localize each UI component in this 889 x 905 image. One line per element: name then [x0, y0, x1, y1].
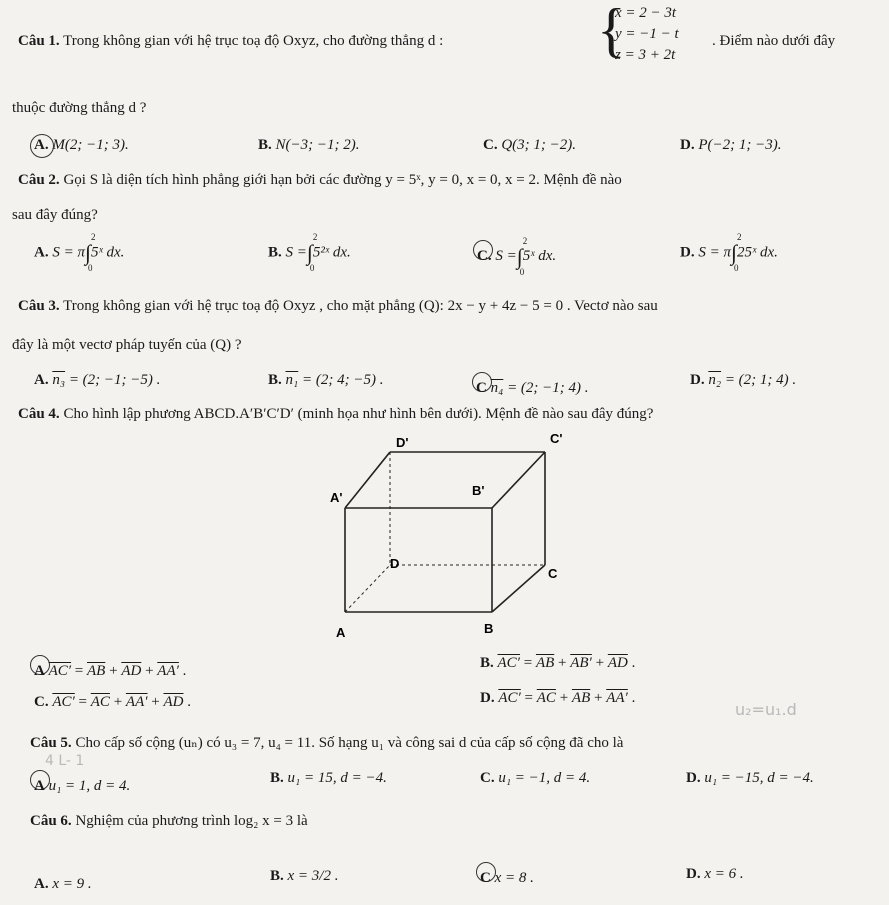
integral-sign: ∫ 2 0: [84, 232, 96, 273]
label-C: C: [548, 566, 558, 581]
q5-option-d-key: D.: [686, 770, 701, 786]
q3-option-a-vec: n₃: [52, 372, 66, 388]
int-upper: 2: [90, 232, 96, 242]
q5-option-b-text: u₁ = 15, d = −4.: [287, 770, 387, 786]
q4-option-d[interactable]: [480, 690, 635, 707]
q6-option-a[interactable]: [34, 876, 92, 893]
q2-label: Câu 2.: [18, 172, 60, 188]
q4-stem: [18, 406, 653, 423]
q2-option-c[interactable]: [477, 235, 557, 277]
handwriting-q5: 4 L- 1: [45, 753, 85, 769]
q1-option-c-text: Q(3; 1; −2).: [501, 137, 577, 153]
q1-option-b-key: B.: [258, 137, 272, 153]
q5-option-c[interactable]: [480, 770, 590, 787]
integral-sign: ∫ 2 0: [730, 232, 742, 273]
q6-option-d-text: x = 6 .: [704, 866, 744, 882]
q5-option-d-text: u₁ = −15, d = −4.: [704, 770, 814, 786]
q1-brace: {: [597, 0, 626, 63]
q1-label: Câu 1.: [18, 33, 60, 49]
label-Dp: D': [396, 435, 409, 450]
int-upper: 2: [736, 232, 742, 242]
answer-circle-q1: [30, 134, 54, 158]
q2-option-a-key: A.: [34, 244, 49, 261]
vec-term: AA′: [606, 690, 628, 706]
op: .: [178, 663, 187, 679]
q3-option-b-key: B.: [268, 372, 282, 388]
op: =: [520, 690, 537, 706]
q3-option-b-vec: n₁: [285, 372, 299, 388]
op: .: [627, 690, 636, 706]
q2-option-c-pre: S =: [495, 248, 517, 264]
q5-option-c-text: u₁ = −1, d = 4.: [498, 770, 591, 786]
op: +: [591, 655, 608, 671]
q3-option-d-key: D.: [690, 372, 705, 388]
q2-option-c-post: 5ˣ dx.: [522, 248, 557, 264]
q6-option-a-text: x = 9 .: [52, 876, 92, 892]
vec-term: AA′: [157, 663, 179, 679]
handwriting-q4: u₂=u₁.d: [735, 700, 797, 719]
q4-text: Cho hình lập phương ABCD.A′B′C′D′ (minh họa như hình bên dưới). Mệnh đề nào sau đây đúng?: [63, 406, 654, 422]
q1-option-d-key: D.: [680, 137, 695, 153]
edge-BpCp: [492, 452, 545, 508]
q6-text: Nghiệm của phương trình log₂ x = 3 là: [75, 813, 308, 829]
vec-term: $\overline{AB}$: [87, 663, 106, 679]
q4-option-c[interactable]: [34, 694, 191, 711]
q3-option-a-text: = (2; −1; −5) .: [65, 372, 161, 388]
op: =: [519, 655, 536, 671]
q3-text: Trong không gian với hệ trục toạ độ Oxyz , cho mặt phẳng (Q): 2x − y + 4z − 5 = 0 . Vectơ nào sau: [63, 298, 658, 314]
q3-option-c-vec: n₄: [490, 380, 504, 396]
q2-option-c-key: C.: [477, 248, 492, 264]
vec-term: AC′: [498, 690, 521, 706]
op: .: [183, 694, 191, 710]
integral-sign: ∫ 2 0: [516, 235, 528, 277]
q3-label: Câu 3.: [18, 298, 60, 314]
q6-option-b[interactable]: [270, 868, 338, 885]
q3-option-c[interactable]: [476, 372, 589, 397]
q1-text: Trong không gian với hệ trục toạ độ Oxyz, cho đường thẳng d :: [63, 33, 444, 49]
q4-option-a[interactable]: [34, 655, 186, 680]
q4-option-b-key: B.: [480, 655, 494, 671]
vec-term: $\overline{AC}$: [90, 694, 110, 710]
q4-option-c-key: C.: [34, 694, 49, 710]
q6-stem: [30, 813, 308, 830]
integral-sign: ∫ 2 0: [306, 232, 318, 273]
q2-option-b-pre: S =: [285, 244, 307, 261]
label-Bp: B': [472, 483, 485, 498]
q1-stem: [18, 33, 443, 50]
q5-text: Cho cấp số cộng (uₙ) có u₃ = 7, u₄ = 11. Số hạng u₁ và công sai d của cấp số cộng đã cho là: [75, 735, 624, 751]
int-lower: 0: [87, 263, 93, 273]
int-upper: 2: [312, 232, 318, 242]
vec-term: AB′: [570, 655, 592, 671]
q2-option-d[interactable]: [680, 232, 778, 273]
q5-option-d[interactable]: [686, 770, 814, 787]
q3-option-a[interactable]: [34, 372, 160, 389]
op: +: [147, 694, 164, 710]
label-A: A: [336, 625, 346, 640]
q2-text: Gọi S là diện tích hình phẳng giới hạn bởi các đường y = 5ˣ, y = 0, x = 0, x = 2. Mệnh đề nào: [63, 172, 622, 188]
q1-option-d[interactable]: [680, 137, 781, 154]
vec-term: AA′: [125, 694, 148, 710]
q1-system: [615, 3, 679, 66]
q5-option-a-key: A: [34, 778, 45, 794]
q1-option-a-key: A.: [34, 137, 49, 153]
q1-option-c-key: C.: [483, 137, 498, 153]
q3-option-b-text: = (2; 4; −5) .: [298, 372, 384, 388]
q5-option-a-text: u₁ = 1, d = 4.: [48, 778, 131, 794]
op: .: [627, 655, 636, 671]
q2-option-a[interactable]: [34, 232, 125, 273]
q3-option-d[interactable]: [690, 372, 796, 389]
vec-term: AC′: [497, 655, 520, 671]
vec-term: $\overline{AC}$: [536, 690, 556, 706]
q6-option-c-key: C: [480, 870, 491, 886]
edge-BC: [492, 565, 545, 612]
q1-option-c[interactable]: [483, 137, 576, 154]
q5-option-b[interactable]: [270, 770, 387, 787]
op: +: [109, 694, 126, 710]
q1-eq-x: x = 2 − 3t: [615, 5, 677, 21]
q5-option-b-key: B.: [270, 770, 284, 786]
q1-option-d-text: P(−2; 1; −3).: [698, 137, 782, 153]
q2-option-b-key: B.: [268, 244, 282, 261]
q5-option-a[interactable]: [34, 770, 130, 795]
q4-label: Câu 4.: [18, 406, 60, 422]
vec-term: AC′: [52, 694, 75, 710]
q5-stem: [30, 733, 623, 752]
q3-text2: đây là một vectơ pháp tuyến của (Q) ?: [12, 337, 242, 353]
vec-term: $\overline{AD}$: [607, 655, 628, 671]
op: +: [141, 663, 158, 679]
q6-option-d-key: D.: [686, 866, 701, 882]
q2-option-d-key: D.: [680, 244, 695, 261]
q1-text2: thuộc đường thẳng d ?: [12, 100, 147, 116]
q4-option-a-key: A: [34, 663, 45, 679]
q3-option-b[interactable]: [268, 372, 383, 389]
q1-eq-y: y = −1 − t: [615, 26, 679, 42]
vec-term: $\overline{AD}$: [121, 663, 142, 679]
vec-term: $\overline{AB}$: [571, 690, 591, 706]
vec-term: $\overline{AB}$: [535, 655, 555, 671]
int-lower: 0: [733, 263, 739, 273]
label-Ap: A': [330, 490, 343, 505]
q1-eq-z: z = 3 + 2t: [615, 47, 676, 63]
q1-option-b-text: N(−3; −1; 2).: [275, 137, 360, 153]
q6-option-c-text: x = 8 .: [494, 870, 534, 886]
q2-text2: sau đây đúng?: [12, 207, 98, 223]
int-lower: 0: [309, 263, 315, 273]
q4-option-d-key: D.: [480, 690, 495, 706]
q3-option-d-vec: n₂: [708, 372, 722, 388]
q2-option-d-post: 25ˣ dx.: [737, 244, 778, 261]
q3-option-c-text: = (2; −1; 4) .: [503, 380, 589, 396]
q2-option-b-post: 5²ˣ dx.: [312, 244, 351, 261]
edge-ApDp: [345, 452, 390, 508]
q6-option-a-key: A.: [34, 876, 49, 892]
q6-option-d[interactable]: [686, 866, 744, 883]
q5-option-c-key: C.: [480, 770, 495, 786]
q6-option-c[interactable]: [480, 862, 534, 887]
q2-stem: [18, 172, 622, 189]
q2-option-a-post: 5ˣ dx.: [91, 244, 125, 261]
q2-option-b[interactable]: [268, 232, 351, 273]
q6-option-b-text: x = 3/2 .: [287, 868, 339, 884]
q2-option-d-pre: S = π: [698, 244, 731, 261]
q2-option-a-pre: S = π: [52, 244, 85, 261]
op: =: [71, 663, 88, 679]
q1-option-b[interactable]: [258, 137, 360, 154]
op: =: [74, 694, 91, 710]
label-D: D: [390, 556, 400, 571]
label-Cp: C': [550, 431, 563, 446]
q3-option-c-key: C: [476, 380, 487, 396]
label-B: B: [484, 621, 494, 636]
q1-after: . Điểm nào dưới đây: [712, 33, 836, 49]
op: +: [554, 655, 571, 671]
int-lower: 0: [519, 266, 525, 277]
q3-stem: [18, 298, 658, 315]
op: +: [105, 663, 122, 679]
edge-AD-hidden: [345, 565, 390, 612]
q6-label: Câu 6.: [30, 813, 72, 829]
q1-option-a-text: M(2; −1; 3).: [52, 137, 129, 153]
q6-option-b-key: B.: [270, 868, 284, 884]
vec-term: AC′: [48, 663, 72, 679]
vec-term: $\overline{AD}$: [163, 694, 184, 710]
q5-label: Câu 5.: [30, 735, 72, 751]
q3-option-a-key: A.: [34, 372, 49, 388]
op: +: [555, 690, 572, 706]
int-upper: 2: [522, 235, 528, 246]
op: +: [590, 690, 607, 706]
q4-option-b[interactable]: [480, 655, 635, 672]
q3-option-d-text: = (2; 1; 4) .: [721, 372, 797, 388]
